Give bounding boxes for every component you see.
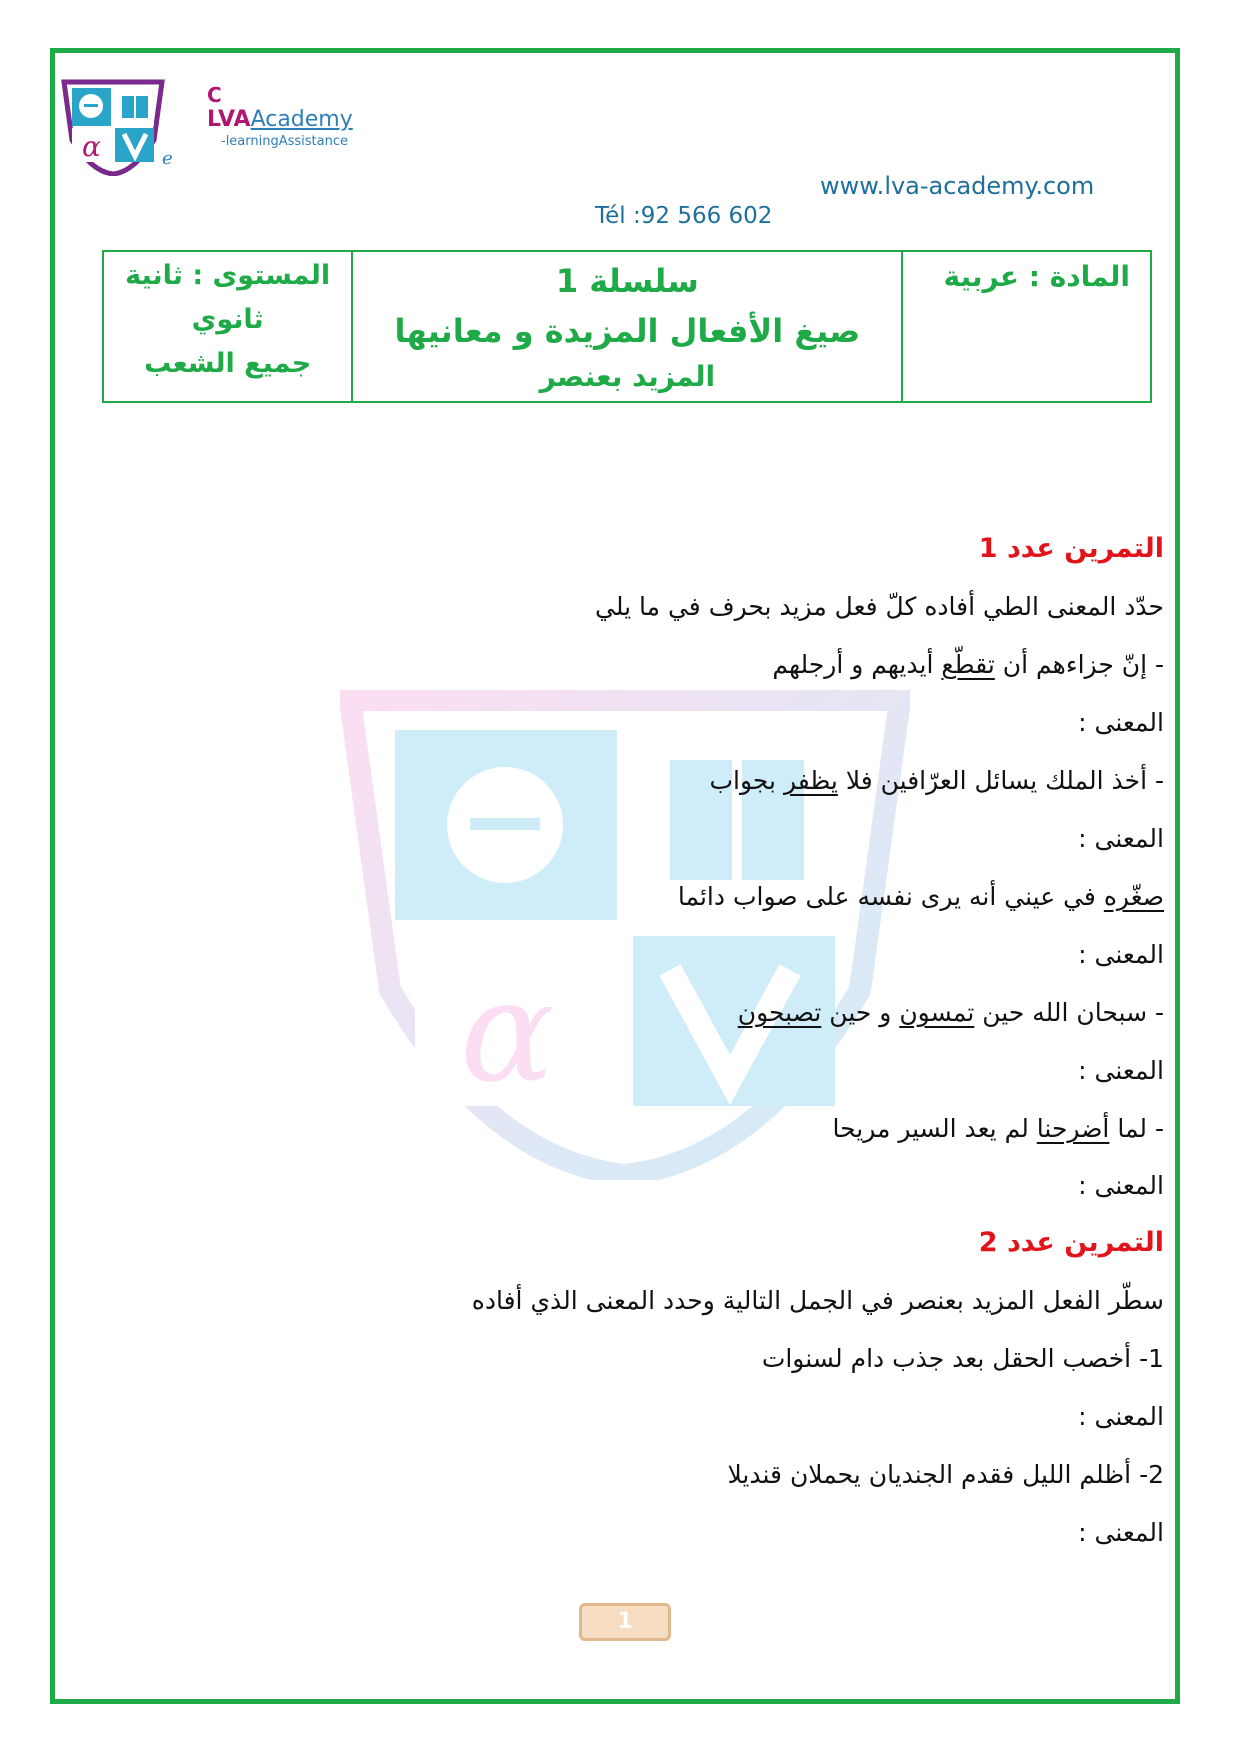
meaning-label: المعنى : [1078,1056,1164,1085]
svg-text:α: α [460,951,555,1114]
underlined-verb: تقطّع [941,650,995,679]
level-line-3: جميع الشعب [144,348,312,379]
page-number-badge: 1 [579,1603,671,1641]
lesson-title: صيغ الأفعال المزيدة و معانيها [394,312,861,350]
brand-tagline: -learningAssistance [221,134,348,149]
level-cell [103,251,352,402]
exercise-1-item-3: صغّره في عيني أنه يرى نفسه على صواب دائما [677,882,1164,911]
brand-e: e [162,148,173,169]
meaning-label: المعنى : [1078,940,1164,969]
exercise-2-instruction: سطّر الفعل المزيد بعنصر في الجمل التالية وحدد المعنى الذي أفاده [471,1286,1164,1315]
meaning-label: المعنى : [1078,1402,1164,1431]
exercise-2-item-1: 1- أخصب الحقل بعد جذب دام لسنوات [761,1344,1164,1373]
lva-academy-logo [58,76,168,176]
meaning-label: المعنى : [1078,824,1164,853]
exercise-1-item-4: - سبحان الله حين تمسون و حين تصبحون [737,998,1164,1027]
phone-number: Tél :92 566 602 [595,203,773,229]
brand-block [207,84,353,149]
title-cell [352,251,902,402]
exercise-1-heading: التمرين عدد 1 [978,533,1164,564]
meaning-label: المعنى : [1078,1171,1164,1200]
worksheet-content [104,520,1164,1562]
brand-name [207,106,353,134]
level-line-1: المستوى : ثانية [125,260,331,291]
underlined-verb: تصبحون [737,998,822,1027]
brand-lva: LVA [207,107,251,132]
exercise-2-item-2: 2- أظلم الليل فقدم الجنديان يحملان قنديلا [727,1460,1164,1489]
subject-cell [902,251,1151,402]
underlined-verb: يظفر [783,766,838,795]
subject-label: المادة : عربية [943,260,1130,293]
underlined-verb: أضرحنا [1036,1114,1110,1143]
series-label: سلسلة 1 [555,262,699,300]
underlined-verb: تمسون [899,998,975,1027]
info-table [102,250,1152,403]
exercise-2-heading: التمرين عدد 2 [978,1227,1164,1258]
brand-academy: Academy [250,107,353,132]
underlined-verb: صغّره [1103,882,1164,911]
meaning-label: المعنى : [1078,708,1164,737]
svg-text:α: α [82,130,101,163]
brand-letter: C [207,83,222,107]
exercise-1-item-2: - أخذ الملك يسائل العرّافين فلا يظفر بجواب [709,766,1164,795]
website-link[interactable]: www.lva-academy.com [820,172,1095,200]
exercise-1-item-5: - لما أضرحنا لم يعد السير مريحا [832,1114,1164,1143]
meaning-label: المعنى : [1078,1518,1164,1547]
exercise-1-item-1: - إنّ جزاءهم أن تقطّع أيديهم و أرجلهم [772,650,1164,679]
lesson-subtitle: المزيد بعنصر [539,360,716,393]
exercise-1-instruction: حدّد المعنى الطي أفاده كلّ فعل مزيد بحرف في ما يلي [594,592,1164,621]
level-line-2: ثانوي [191,304,264,335]
